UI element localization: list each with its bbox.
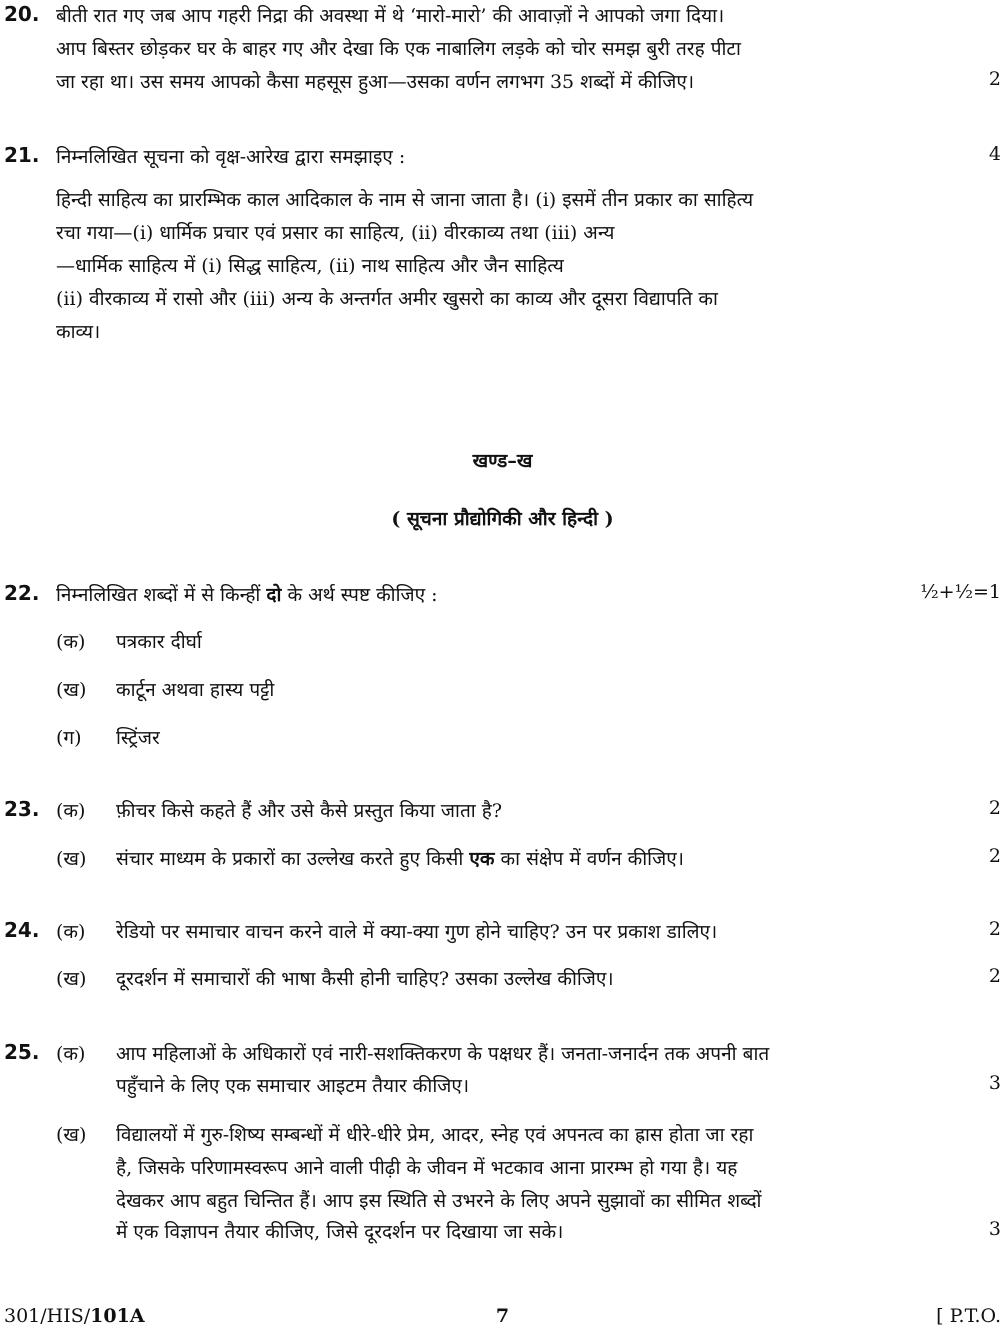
q24-a-label: (क) bbox=[56, 921, 86, 943]
q24-b-label: (ख) bbox=[56, 968, 87, 990]
q24-a-marks: 2 bbox=[988, 918, 1001, 940]
q21-line-4: (ii) वीरकाव्य में रासो और (iii) अन्य के अन्तर्गत अमीर खुसरो का काव्य और दूसरा विद्यापति का bbox=[56, 288, 718, 310]
q20-line-1: बीती रात गए जब आप गहरी निद्रा की अवस्था में थे ‘मारो-मारो’ की आवाज़ों ने आपको जगा दिया। bbox=[56, 5, 725, 27]
q21-line-1: हिन्दी साहित्य का प्रारम्भिक काल आदिकाल के नाम से जाना जाता है। (i) इसमें तीन प्रकार का साहित्य bbox=[56, 189, 754, 211]
q23-b-text bbox=[116, 845, 684, 871]
q23-a-marks: 2 bbox=[988, 797, 1001, 819]
q25-b-label: (ख) bbox=[56, 1124, 87, 1146]
q25-number: 25. bbox=[4, 1040, 40, 1064]
q21-line-5: काव्य। bbox=[56, 321, 101, 343]
q23-b-pre: संचार माध्यम के प्रकारों का उल्लेख करते हुए किसी bbox=[116, 848, 470, 870]
q23-b-label: (ख) bbox=[56, 848, 87, 870]
q21-prompt: निम्नलिखित सूचना को वृक्ष-आरेख द्वारा समझाइए : bbox=[56, 146, 406, 168]
q22-option-text: पत्रकार दीर्घा bbox=[116, 631, 202, 653]
q20-line-3: जा रहा था। उस समय आपको कैसा महसूस हुआ—उसका वर्णन लगभग 35 शब्दों में कीजिए। bbox=[56, 71, 695, 93]
q25-a-label: (क) bbox=[56, 1043, 86, 1065]
section-title: खण्ड–ख bbox=[472, 450, 533, 472]
q22-option-label: (ख) bbox=[56, 679, 87, 701]
q22-prompt-post: के अर्थ स्पष्ट कीजिए : bbox=[281, 584, 438, 606]
q23-number: 23. bbox=[4, 797, 40, 821]
q24-a-text: रेडियो पर समाचार वाचन करने वाले में क्या-क्या गुण होने चाहिए? उन पर प्रकाश डालिए। bbox=[116, 921, 718, 943]
q23-b-marks: 2 bbox=[988, 845, 1001, 867]
q25-b-line-3: देखकर आप बहुत चिन्तित हैं। आप इस स्थिति से उभरने के लिए अपने सुझावों का सीमित शब्दों bbox=[116, 1190, 762, 1212]
q20-marks: 2 bbox=[988, 68, 1001, 90]
q25-a-line-2: पहुँचाने के लिए एक समाचार आइटम तैयार कीजिए। bbox=[116, 1075, 470, 1097]
q23-a-text: फ़ीचर किसे कहते हैं और उसे कैसे प्रस्तुत किया जाता है? bbox=[116, 800, 503, 822]
q23-a-label: (क) bbox=[56, 800, 86, 822]
q22-prompt bbox=[56, 581, 438, 607]
page-number: 7 bbox=[495, 1305, 510, 1327]
q23-b-post: का संक्षेप में वर्णन कीजिए। bbox=[494, 848, 684, 870]
q22-option-text: स्ट्रिंजर bbox=[116, 727, 160, 749]
q25-a-line-1: आप महिलाओं के अधिकारों एवं नारी-सशक्तिकरण के पक्षधर हैं। जनता-जनार्दन तक अपनी बात bbox=[116, 1043, 770, 1065]
q22-prompt-pre: निम्नलिखित शब्दों में से किन्हीं bbox=[56, 584, 267, 606]
q21-number: 21. bbox=[4, 143, 40, 167]
q24-number: 24. bbox=[4, 918, 40, 942]
q20-number: 20. bbox=[4, 2, 40, 26]
q25-b-marks: 3 bbox=[988, 1218, 1001, 1240]
q25-b-line-1: विद्यालयों में गुरु-शिष्य सम्बन्धों में धीरे-धीरे प्रेम, आदर, स्नेह एवं अपनत्व का ह्रास होता जा रहा bbox=[116, 1124, 754, 1146]
q21-marks: 4 bbox=[988, 143, 1001, 165]
q23-b-bold: एक bbox=[469, 848, 495, 870]
q22-option-text: कार्टून अथवा हास्य पट्टी bbox=[116, 679, 275, 701]
paper-code-bold: 101A bbox=[90, 1305, 145, 1327]
q21-line-3: —धार्मिक साहित्य में (i) सिद्ध साहित्य, (ii) नाथ साहित्य और जैन साहित्य bbox=[56, 255, 564, 277]
paper-code-pre: 301/HIS/ bbox=[4, 1305, 91, 1327]
q25-b-line-2: है, जिसके परिणामस्वरूप आने वाली पीढ़ी के जीवन में भटकाव आना प्रारम्भ हो गया है। यह bbox=[116, 1157, 738, 1179]
q25-a-marks: 3 bbox=[988, 1072, 1001, 1094]
pto-label: [ P.T.O. bbox=[936, 1305, 1001, 1327]
q24-b-marks: 2 bbox=[988, 965, 1001, 987]
q22-number: 22. bbox=[4, 581, 40, 605]
q25-b-line-4: में एक विज्ञापन तैयार कीजिए, जिसे दूरदर्शन पर दिखाया जा सके। bbox=[116, 1221, 564, 1243]
q21-line-2: रचा गया—(i) धार्मिक प्रचार एवं प्रसार का साहित्य, (ii) वीरकाव्य तथा (iii) अन्य bbox=[56, 222, 615, 244]
q20-line-2: आप बिस्तर छोड़कर घर के बाहर गए और देखा कि एक नाबालिग लड़के को चोर समझ बुरी तरह पीटा bbox=[56, 38, 741, 60]
q24-b-text: दूरदर्शन में समाचारों की भाषा कैसी होनी चाहिए? उसका उल्लेख कीजिए। bbox=[116, 968, 614, 990]
q22-option-label: (क) bbox=[56, 631, 86, 653]
section-subtitle: ( सूचना प्रौद्योगिकी और हिन्दी ) bbox=[391, 508, 614, 530]
q22-marks: ½+½=1 bbox=[920, 581, 1001, 603]
q22-option-label: (ग) bbox=[56, 727, 82, 749]
q22-prompt-bold: दो bbox=[266, 584, 282, 606]
